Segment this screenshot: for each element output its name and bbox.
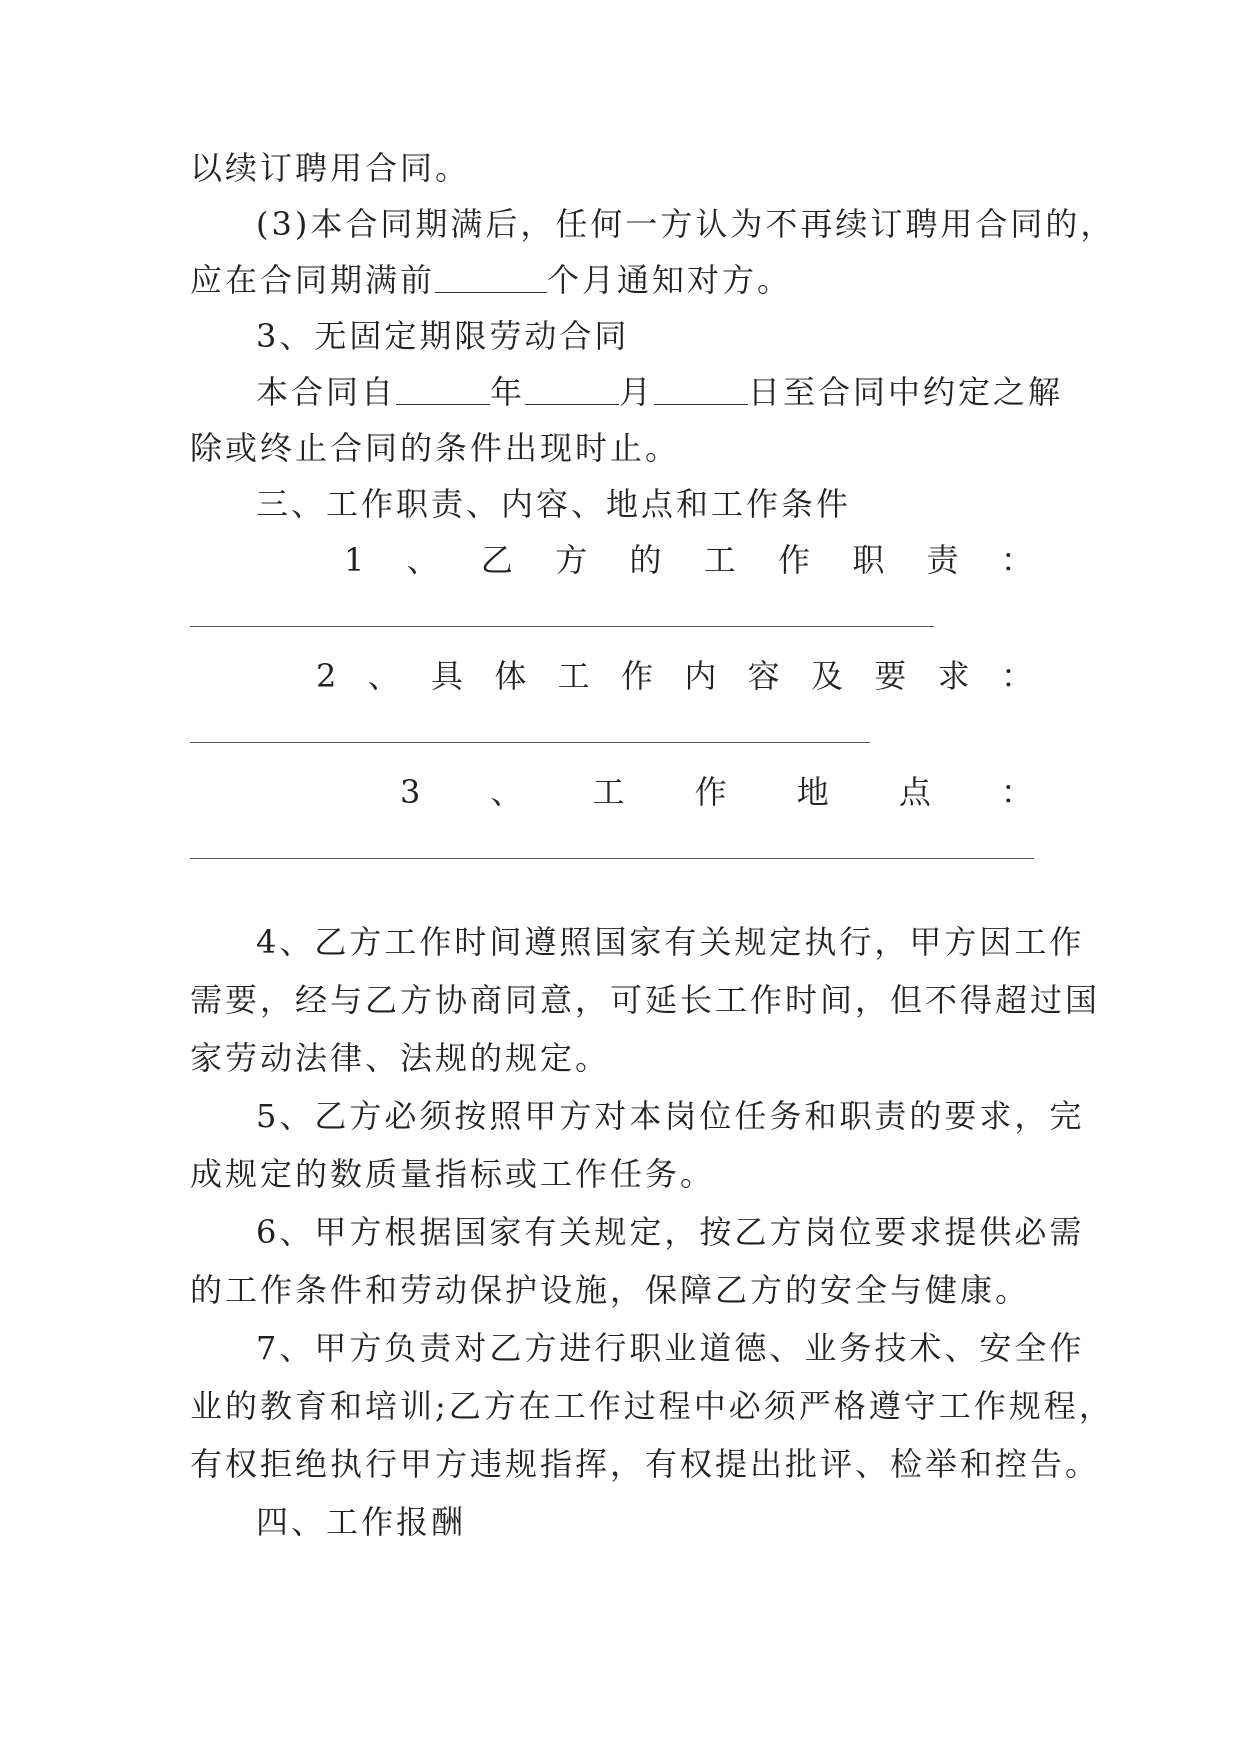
text-line-9: 成规定的数质量指标或工作任务。 (190, 1155, 716, 1193)
text-line-2: (3)本合同期满后，任何一方认为不再续订聘用合同的， (256, 205, 1116, 243)
year-label: 年 (490, 373, 526, 411)
duty-char: 、 (406, 541, 439, 579)
text-line-1: 以续订聘用合同。 (190, 149, 471, 187)
location-char: 地 (796, 773, 829, 811)
content-char: 容 (747, 657, 780, 695)
content-char: 工 (557, 657, 590, 695)
text-line-3: 3、无固定期限劳动合同 (256, 317, 630, 355)
content-char: 体 (494, 657, 527, 695)
content-char: 要 (874, 657, 907, 695)
duty-char: 1 (344, 541, 365, 579)
duty-char: 方 (555, 541, 588, 579)
text-line-10: 6、甲方根据国家有关规定，按乙方岗位要求提供必需 (256, 1213, 1085, 1251)
text-line-14: 有权拒绝执行甲方违规指挥，有权提出批评、检举和控告。 (190, 1445, 1101, 1483)
text-line-5: 4、乙方工作时间遵照国家有关规定执行，甲方因工作 (256, 923, 1085, 961)
start-prefix: 本合同自 (256, 373, 397, 411)
year-blank[interactable] (396, 374, 490, 405)
duty-char: 工 (703, 541, 736, 579)
duty-char: 职 (852, 541, 885, 579)
duty-char: 的 (629, 541, 662, 579)
location-char: 点 (898, 773, 931, 811)
duty-char: ： (1000, 541, 1033, 579)
duty-char: 责 (926, 541, 959, 579)
month-blank[interactable] (525, 374, 619, 405)
content-line (316, 656, 1033, 696)
location-line (400, 772, 1033, 812)
notice-before: 应在合同期满前 (190, 261, 436, 299)
text-line-4: 除或终止合同的条件出现时止。 (190, 429, 681, 467)
text-line-7: 家劳动法律、法规的规定。 (190, 1039, 611, 1077)
location-char: 3 (400, 773, 421, 811)
text-line-11: 的工作条件和劳动保护设施，保障乙方的安全与健康。 (190, 1271, 1031, 1309)
text-line-13: 业的教育和培训;乙方在工作过程中必须严格遵守工作规程， (190, 1387, 1114, 1425)
location-char: 、 (490, 773, 523, 811)
text-line-12: 7、甲方负责对乙方进行职业道德、业务技术、安全作 (256, 1329, 1085, 1367)
text-line-8: 5、乙方必须按照甲方对本岗位任务和职责的要求，完 (256, 1097, 1085, 1135)
location-char: 作 (694, 773, 727, 811)
months-blank[interactable] (435, 262, 547, 293)
text-line-6: 需要，经与乙方协商同意，可延长工作时间，但不得超过国 (190, 981, 1101, 1019)
duty-char: 乙 (480, 541, 513, 579)
content-char: 2 (316, 657, 337, 695)
day-blank[interactable] (654, 374, 748, 405)
content-char: 及 (810, 657, 843, 695)
content-answer-rule[interactable] (190, 742, 870, 743)
content-char: ： (1000, 657, 1033, 695)
start-date-line (256, 372, 1063, 412)
month-label: 月 (619, 373, 655, 411)
location-answer-rule[interactable] (190, 858, 1034, 859)
notice-after: 个月通知对方。 (547, 261, 793, 299)
content-char: 具 (431, 657, 464, 695)
content-char: 作 (620, 657, 653, 695)
duty-char: 作 (778, 541, 811, 579)
notice-line (190, 260, 792, 300)
section-heading-4: 四、工作报酬 (256, 1503, 467, 1541)
duty-line (344, 540, 1033, 580)
duty-answer-rule[interactable] (190, 626, 934, 627)
start-suffix: 日至合同中约定之解 (748, 373, 1064, 411)
content-char: 、 (367, 657, 400, 695)
content-char: 内 (684, 657, 717, 695)
location-char: 工 (592, 773, 625, 811)
content-char: 求 (937, 657, 970, 695)
section-heading-3: 三、工作职责、内容、地点和工作条件 (256, 485, 852, 523)
location-char: ： (1000, 773, 1033, 811)
